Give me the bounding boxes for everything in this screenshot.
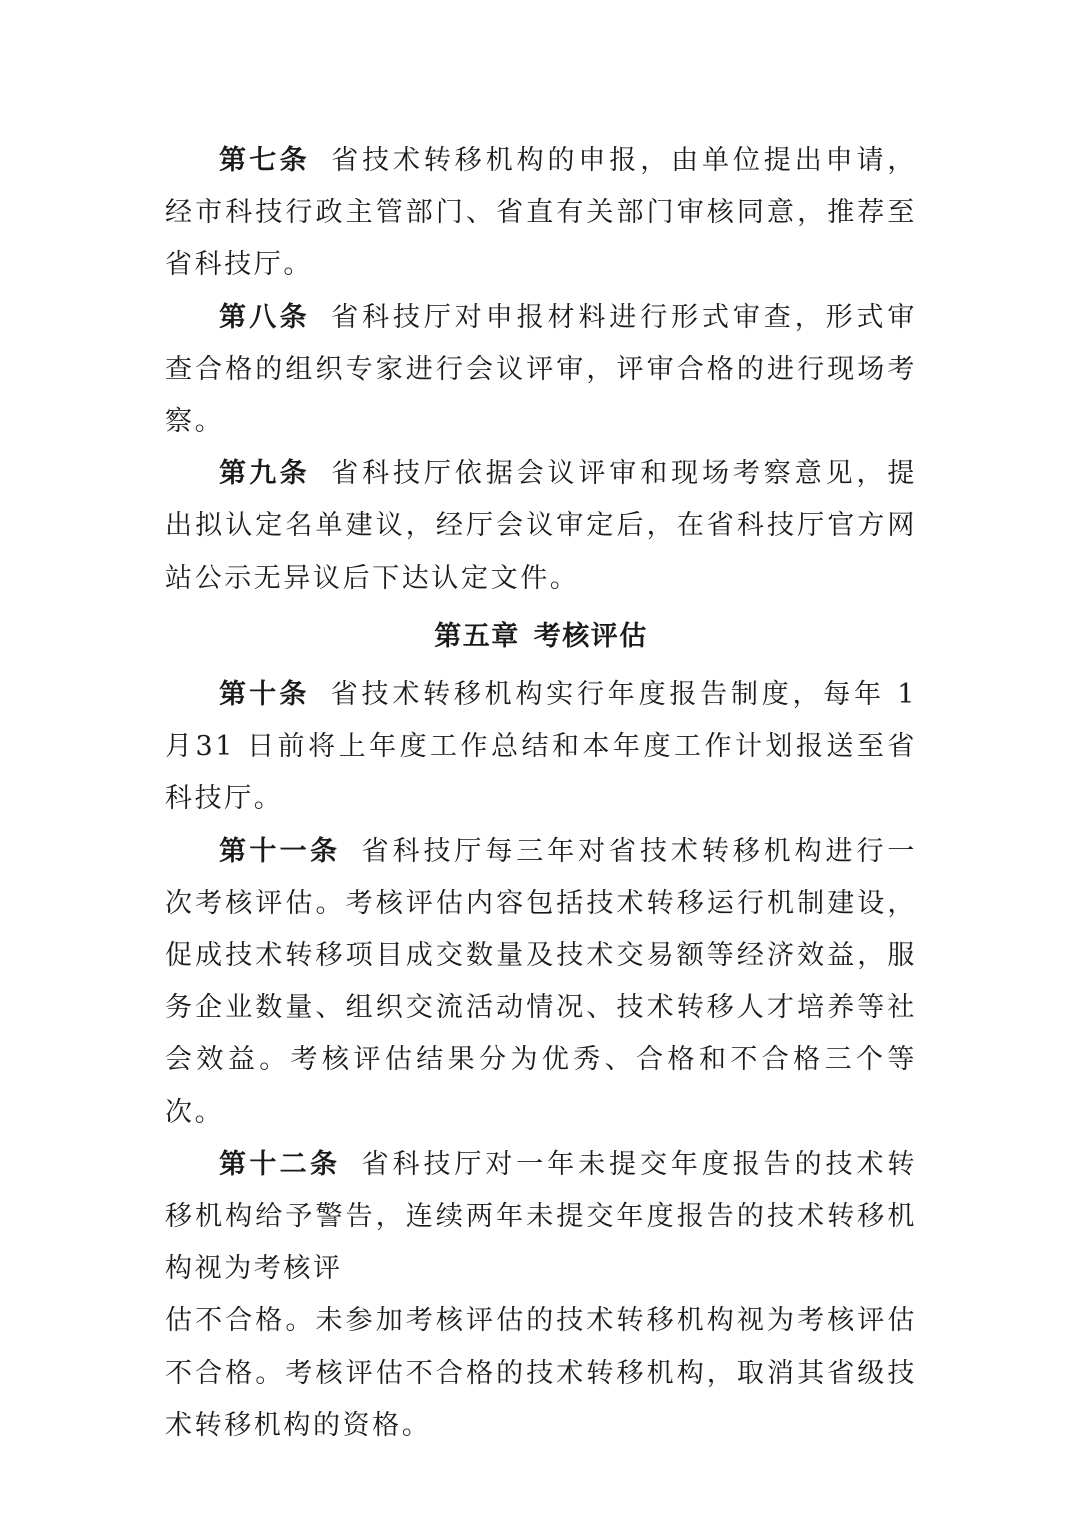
article-number: 第十一条 <box>219 835 341 867</box>
article-text: 省科技厅对一年未提交年度报告的技术转移机构给予警告，连续两年未提交年度报告的技术转移机构视为考核评 <box>165 1148 917 1285</box>
article-9 <box>165 448 917 605</box>
article-10 <box>165 669 917 826</box>
chapter-heading <box>165 611 917 663</box>
article-8 <box>165 292 917 449</box>
article-12 <box>165 1139 917 1296</box>
article-number: 第十条 <box>219 679 310 711</box>
article-number: 第八条 <box>219 301 310 333</box>
article-text: 省技术转移机构实行年度报告制度，每年 1 月31 日前将上年度工作总结和本年度工作计划报送至省科技厅。 <box>165 679 918 815</box>
article-text: 省科技厅依据会议评审和现场考察意见，提出拟认定名单建议，经厅会议审定后，在省科技厅官方网站公示无异议后下达认定文件。 <box>165 458 917 594</box>
article-text: 省科技厅每三年对省技术转移机构进行一次考核评估。考核评估内容包括技术转移运行机制建设，促成技术转移项目成交数量及技术交易额等经济效益，服务企业数量、组织交流活动情况、技术转移人才培养等社会效益。考核评估结果分为优秀、合格和不合格三个等次。 <box>165 835 917 1128</box>
article-12-continuation: 估不合格。未参加考核评估的技术转移机构视为考核评估不合格。考核评估不合格的技术转移机构，取消其省级技术转移机构的资格。 <box>165 1305 917 1441</box>
article-text: 省技术转移机构的申报，由单位提出申请，经市科技行政主管部门、省直有关部门审核同意，推荐至省科技厅。 <box>165 145 917 281</box>
article-number: 第十二条 <box>219 1148 341 1180</box>
article-7 <box>165 135 917 292</box>
article-text: 省科技厅对申报材料进行形式审查，形式审查合格的组织专家进行会议评审，评审合格的进行现场考察。 <box>165 301 917 438</box>
article-number: 第七条 <box>219 145 310 176</box>
chapter-number: 第五章 <box>434 620 520 652</box>
document-body <box>165 135 917 1452</box>
article-11 <box>165 826 917 1139</box>
article-number: 第九条 <box>219 458 310 490</box>
chapter-title: 考核评估 <box>533 620 648 652</box>
